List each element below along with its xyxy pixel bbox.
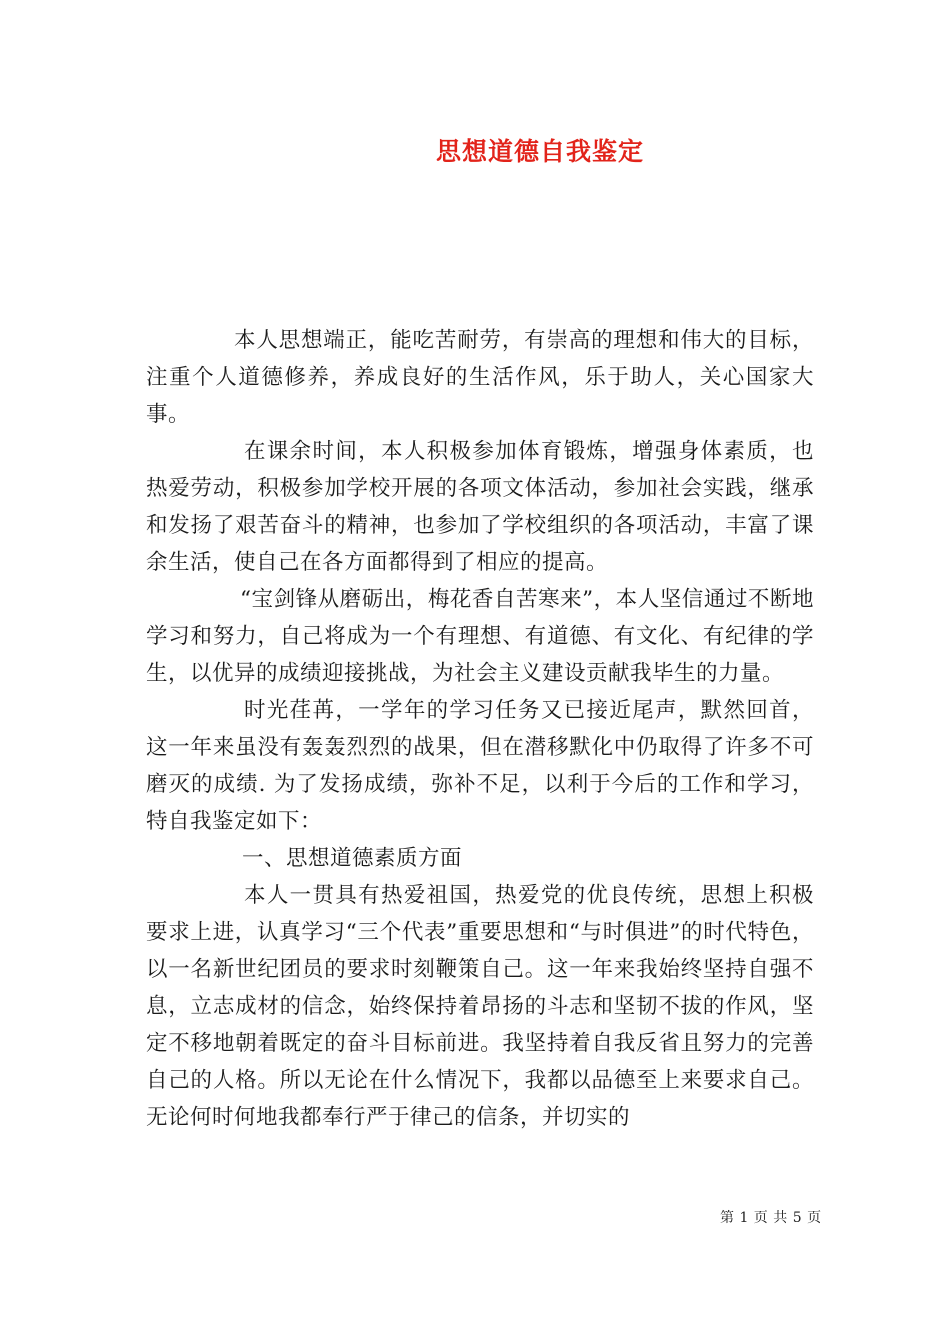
paragraph: 时光荏苒，一学年的学习任务又已接近尾声，默然回首，这一年来虽没有轰轰烈烈的战果，但在潜移默化中仍取得了许多不可磨灭的成绩. 为了发扬成绩，弥补不足，以利于今后的工作和学习，特自我鉴定如下： (146, 698, 814, 834)
paragraph: 在课余时间，本人积极参加体育锻炼，增强身体素质，也热爱劳动，积极参加学校开展的各项文体活动，参加社会实践，继承和发扬了艰苦奋斗的精神，也参加了学校组织的各项活动，丰富了课余生活，使自己在各方面都得到了相应的提高。 (146, 439, 814, 575)
paragraph: 本人思想端正，能吃苦耐劳，有崇高的理想和伟大的目标，注重个人道德修养，养成良好的生活作风，乐于助人，关心国家大事。 (146, 328, 814, 427)
page-number: 第 1 页 共 5 页 (720, 1210, 822, 1226)
paragraph: 本人一贯具有热爱祖国，热爱党的优良传统，思想上积极要求上进，认真学习“三个代表”重要思想和“与时俱进”的时代特色，以一名新世纪团员的要求时刻鞭策自己。这一年来我始终坚持自强不息，立志成材的信念，始终保持着昂扬的斗志和坚韧不拔的作风，坚定不移地朝着既定的奋斗目标前进。我坚持着自我反省且努力的完善自己的人格。所以无论在什么情况下，我都以品德至上来要求自己。无论何时何地我都奉行严于律己的信条，并切实的 (146, 883, 814, 1130)
section-heading: 一、思想道德素质方面 (242, 846, 463, 871)
paragraph: “宝剑锋从磨砺出，梅花香自苦寒来”，本人坚信通过不断地学习和努力，自己将成为一个有理想、有道德、有文化、有纪律的学生，以优异的成绩迎接挑战，为社会主义建设贡献我毕生的力量。 (146, 587, 814, 686)
document-title: 思想道德自我鉴定 (435, 137, 644, 166)
document-body (146, 322, 814, 1136)
